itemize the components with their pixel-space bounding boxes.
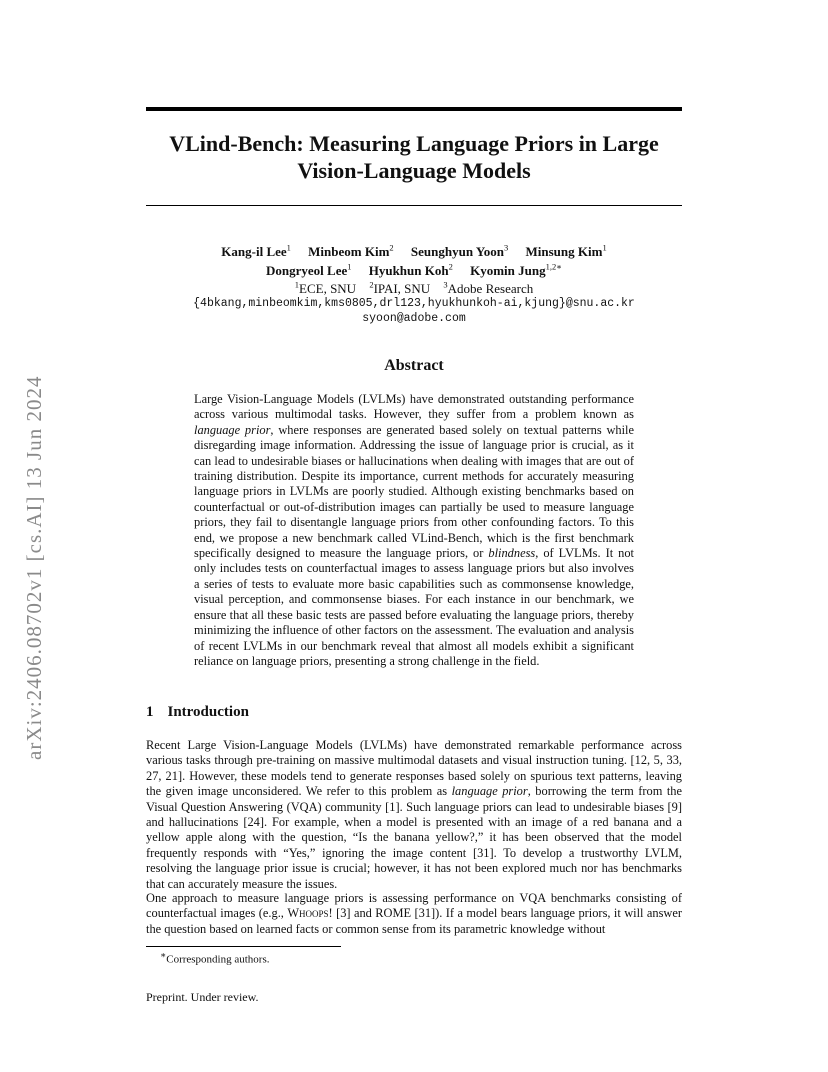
intro-paragraph-1: Recent Large Vision-Language Models (LVLMs) have demonstrated remarkable performance across various tasks through pre-training on massive multimodal datasets and visual instruction tuning. [12, 5, 33, 27, 21]. However, these models tend to generate responses based solely on spurious text patterns, leaving the given image unconsidered. We refer to this problem as language prior, borrowing the term from the Visual Question Answering (VQA) community [1]. Such language priors can lead to undesirable biases [9] and hallucinations [24]. For example, when a model is presented with an image of a red banana and a yellow apple along with the question, “Is the banana yellow?,” it has been observed that the model frequently responds with “Yes,” ignoring the image content [31]. To develop a trustworthy LVLM, resolving the language prior issue is crucial; however, it has not been explored much nor has benchmarks that can accurately measure the issues. (146, 738, 682, 891)
affiliation: $^2$IPAI, SNU (369, 279, 431, 296)
author: Kyomin Jung$^{1,2∗}$ (470, 261, 562, 278)
arxiv-identifier-stamp: arXiv:2406.08702v1 [cs.AI] 13 Jun 2024 (22, 375, 46, 760)
author-email-snu: {4bkang,minbeomkim,kms0805,drl123,hyukhunkoh-ai,kjung}@snu.ac.kr (193, 296, 635, 310)
preprint-note: Preprint. Under review. (146, 990, 259, 1004)
section-number: 1 (146, 704, 154, 720)
paper-title (146, 130, 682, 184)
author: Dongryeol Lee$^1$ (266, 261, 352, 278)
author-row-2 (146, 259, 682, 277)
affiliation-row (146, 278, 682, 296)
title-line-1: VLind-Bench: Measuring Language Priors in Large (169, 131, 659, 156)
author: Minsung Kim$^1$ (525, 243, 607, 260)
author: Kang-il Lee$^1$ (221, 243, 291, 260)
title-top-rule (146, 107, 682, 111)
affiliation: $^1$ECE, SNU (294, 279, 357, 296)
author-row-1 (146, 241, 682, 259)
title-line-2: Vision-Language Models (297, 158, 531, 183)
author-block (146, 241, 682, 326)
section-heading-introduction (146, 704, 249, 721)
section-title: Introduction (167, 704, 249, 720)
author: Seunghyun Yoon$^3$ (410, 243, 509, 260)
abstract-text: Large Vision-Language Models (LVLMs) have demonstrated outstanding performance across various multimodal tasks. However, they suffer from a problem known as language prior, where responses are generated based solely on textual patterns while disregarding image information. Addressing the issue of language prior is crucial, as it can lead to undesirable biases or hallucinations when dealing with images that are out of training distribution. Despite its importance, current methods for accurately measuring language priors in LVLMs are poorly studied. Although existing benchmarks based on counterfactual or out-of-distribution images can partially be used to measure language priors, they fail to disentangle language priors from other confounding factors. To this end, we propose a new benchmark called VLind-Bench, which is the first benchmark specifically designed to measure the language priors, or blindness, of LVLMs. It not only includes tests on counterfactual images to assess language priors but also involves a series of tests to evaluate more basic capabilities such as commonsense knowledge, visual perception, and commonsense biases. For each instance in our benchmark, we ensure that all these basic tests are passed before evaluating the language priors, thereby minimizing the influence of other factors on the assessment. The evaluation and analysis of recent LVLMs in our benchmark reveal that almost all models exhibit a significant reliance on language priors, presenting a strong challenge in the field. (194, 392, 634, 668)
author: Minbeom Kim$^2$ (308, 243, 394, 260)
title-bottom-rule (146, 205, 682, 206)
author: Hyukhun Koh$^2$ (368, 261, 453, 278)
affiliation: $^3$Adobe Research (443, 279, 534, 296)
footnote: ∗Corresponding authors. (160, 950, 270, 966)
intro-paragraph-2: One approach to measure language priors is assessing performance on VQA benchmarks consisting of counterfactual images (e.g., Whoops! [3] and ROME [31]). If a model bears language priors, it will answer the question based on learned facts or common sense from its parametric knowledge without (146, 891, 682, 936)
footnote-rule (146, 946, 341, 947)
author-email-adobe: syoon@adobe.com (362, 311, 466, 325)
abstract-heading: Abstract (384, 357, 444, 374)
